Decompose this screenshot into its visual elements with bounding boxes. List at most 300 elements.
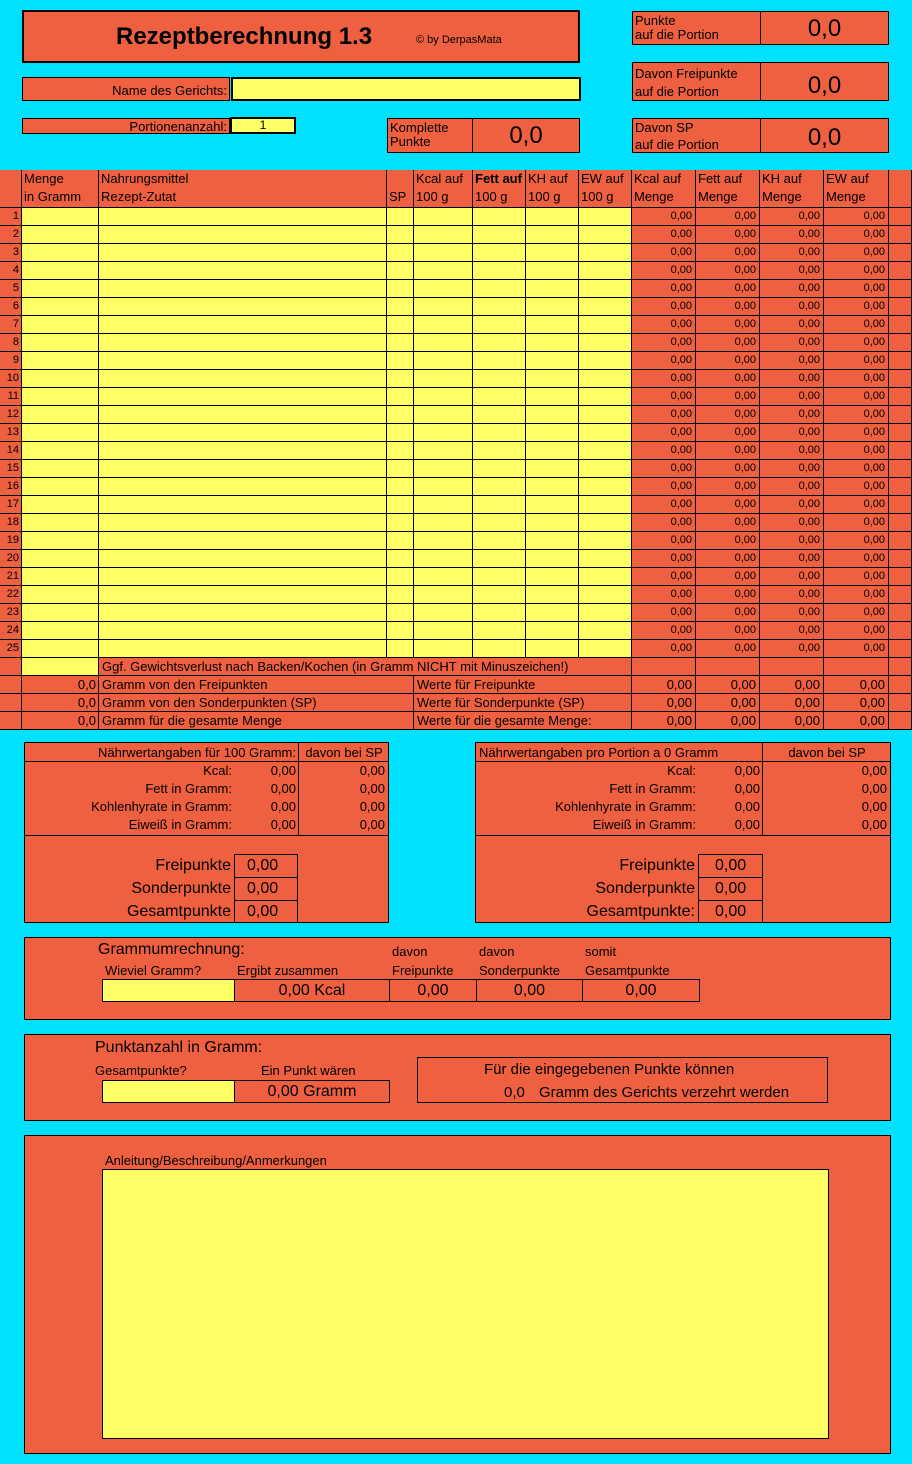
summary-kh: 0,00 [760, 694, 824, 712]
kcal100-input[interactable] [414, 442, 473, 460]
kh-menge-value: 0,00 [760, 550, 824, 568]
kcal100-input[interactable] [414, 352, 473, 370]
nutrient-label: Fett in Gramm: [609, 781, 696, 796]
header-line1: Kcal auf [416, 171, 463, 186]
row-blank [0, 658, 22, 676]
kcal-menge-value: 0,00 [632, 424, 696, 442]
portions-input[interactable]: 1 [230, 117, 296, 134]
header-line2: Menge [634, 189, 674, 204]
zutat-input[interactable] [99, 586, 387, 604]
kcal100-input[interactable] [414, 550, 473, 568]
menge-input[interactable] [22, 496, 99, 514]
gramm-davon-frei: davon [392, 944, 428, 959]
nutrient-label: Eiweiß in Gramm: [128, 817, 232, 832]
kcal100-input[interactable] [414, 388, 473, 406]
sp-input[interactable] [387, 226, 414, 244]
row-number: 18 [0, 514, 22, 532]
gramm-wieviel-label: Wieviel Gramm? [105, 963, 202, 978]
menge-input[interactable] [22, 478, 99, 496]
kcal-menge-value: 0,00 [632, 640, 696, 658]
row-blank [889, 388, 912, 406]
gramm-input[interactable] [102, 979, 235, 1002]
menge-input[interactable] [22, 370, 99, 388]
ew-menge-value: 0,00 [824, 586, 889, 604]
fett100-input[interactable] [473, 406, 526, 424]
sp-input[interactable] [387, 388, 414, 406]
zutat-input[interactable] [99, 262, 387, 280]
fett100-input[interactable] [473, 244, 526, 262]
zutat-input[interactable] [99, 568, 387, 586]
nutrient-value: 0,00 [734, 799, 760, 814]
notes-textarea[interactable] [102, 1169, 829, 1439]
menge-input[interactable] [22, 316, 99, 334]
kh-menge-value: 0,00 [760, 226, 824, 244]
kh100-input[interactable] [526, 514, 579, 532]
kcal100-input[interactable] [414, 406, 473, 424]
kh-menge-value: 0,00 [760, 478, 824, 496]
zutat-input[interactable] [99, 208, 387, 226]
menge-input[interactable] [22, 586, 99, 604]
sp-input[interactable] [387, 604, 414, 622]
kh-menge-value: 0,00 [760, 514, 824, 532]
fett100-input[interactable] [473, 568, 526, 586]
kcal100-input[interactable] [414, 298, 473, 316]
kh100-input[interactable] [526, 424, 579, 442]
fett100-input[interactable] [473, 316, 526, 334]
header-fett100 [473, 170, 526, 208]
ew100-input[interactable] [579, 388, 632, 406]
fett100-input[interactable] [473, 640, 526, 658]
ew-menge-value: 0,00 [824, 262, 889, 280]
ew-menge-value: 0,00 [824, 568, 889, 586]
zutat-input[interactable] [99, 442, 387, 460]
nutrient-value: 0,00 [270, 763, 296, 778]
menge-input[interactable] [22, 388, 99, 406]
zutat-input[interactable] [99, 550, 387, 568]
menge-input[interactable] [22, 208, 99, 226]
gramm-frei-label: Freipunkte [392, 963, 454, 978]
kh100-input[interactable] [526, 298, 579, 316]
ew100-input[interactable] [579, 478, 632, 496]
ew100-input[interactable] [579, 262, 632, 280]
menge-input[interactable] [22, 280, 99, 298]
kh-menge-value: 0,00 [760, 640, 824, 658]
ew-menge-value: 0,00 [824, 244, 889, 262]
header-line2: Menge [826, 189, 866, 204]
header-line1: KH auf [762, 171, 802, 186]
kcal100-input[interactable] [414, 514, 473, 532]
gramm-frei-value: 0,00 [389, 979, 477, 1002]
nport-rows [476, 762, 891, 836]
fett100-input[interactable] [473, 586, 526, 604]
kcal100-input[interactable] [414, 568, 473, 586]
row-number: 16 [0, 478, 22, 496]
fett-menge-value: 0,00 [696, 406, 760, 424]
row-blank [0, 694, 22, 712]
ew100-input[interactable] [579, 334, 632, 352]
ew-menge-value: 0,00 [824, 298, 889, 316]
kcal100-input[interactable] [414, 262, 473, 280]
menge-input[interactable] [22, 244, 99, 262]
kh100-input[interactable] [526, 442, 579, 460]
ew100-input[interactable] [579, 622, 632, 640]
n100-title: Nährwertangaben für 100 Gramm: [25, 743, 299, 762]
kh100-input[interactable] [526, 640, 579, 658]
sp-input[interactable] [387, 352, 414, 370]
fett-menge-value: 0,00 [696, 460, 760, 478]
gewicht-input[interactable] [22, 658, 99, 676]
zutat-input[interactable] [99, 622, 387, 640]
ew100-input[interactable] [579, 298, 632, 316]
ew100-input[interactable] [579, 514, 632, 532]
zutat-input[interactable] [99, 316, 387, 334]
sp-input[interactable] [387, 532, 414, 550]
kh100-input[interactable] [526, 460, 579, 478]
kcal100-input[interactable] [414, 244, 473, 262]
summary-fett: 0,00 [696, 712, 760, 730]
fett-menge-value: 0,00 [696, 280, 760, 298]
kh100-input[interactable] [526, 568, 579, 586]
kh100-input[interactable] [526, 262, 579, 280]
ew100-input[interactable] [579, 208, 632, 226]
gramm-ergibt-label: Ergibt zusammen [237, 963, 339, 978]
kh100-input[interactable] [526, 208, 579, 226]
ew100-input[interactable] [579, 406, 632, 424]
row-blank [889, 514, 912, 532]
zutat-input[interactable] [99, 280, 387, 298]
row-blank [696, 658, 760, 676]
divider [762, 762, 763, 836]
sp-input[interactable] [387, 586, 414, 604]
menge-input[interactable] [22, 604, 99, 622]
kcal-menge-value: 0,00 [632, 442, 696, 460]
kh100-input[interactable] [526, 478, 579, 496]
ew-menge-value: 0,00 [824, 514, 889, 532]
fett100-input[interactable] [473, 262, 526, 280]
menge-input[interactable] [22, 406, 99, 424]
row-number: 3 [0, 244, 22, 262]
fett100-input[interactable] [473, 622, 526, 640]
byline: © by DerpasMata [416, 34, 502, 46]
ew100-input[interactable] [579, 568, 632, 586]
row-blank [889, 586, 912, 604]
nport-frei-label: Freipunkte [619, 857, 695, 874]
kh100-input[interactable] [526, 406, 579, 424]
kh100-input[interactable] [526, 604, 579, 622]
name-label: Name des Gerichts: [112, 83, 227, 98]
punkte-portion-label [632, 11, 761, 45]
kh100-input[interactable] [526, 622, 579, 640]
fett100-input[interactable] [473, 388, 526, 406]
sp-input[interactable] [387, 370, 414, 388]
kcal-menge-value: 0,00 [632, 496, 696, 514]
zutat-input[interactable] [99, 478, 387, 496]
kcal-menge-value: 0,00 [632, 208, 696, 226]
kh100-input[interactable] [526, 352, 579, 370]
menge-input[interactable] [22, 442, 99, 460]
ew100-input[interactable] [579, 442, 632, 460]
row-blank [760, 658, 824, 676]
menge-input[interactable] [22, 424, 99, 442]
nutrient-value: 0,00 [270, 781, 296, 796]
fett100-input[interactable] [473, 550, 526, 568]
kh100-input[interactable] [526, 334, 579, 352]
kcal100-input[interactable] [414, 496, 473, 514]
nport-gesamt-label: Gesamtpunkte: [586, 903, 695, 920]
header-sp [387, 170, 414, 208]
kcal100-input[interactable] [414, 478, 473, 496]
ew100-input[interactable] [579, 460, 632, 478]
ew100-input[interactable] [579, 604, 632, 622]
menge-input[interactable] [22, 622, 99, 640]
sp-input[interactable] [387, 550, 414, 568]
row-number: 22 [0, 586, 22, 604]
menge-input[interactable] [22, 298, 99, 316]
kcal100-input[interactable] [414, 316, 473, 334]
nutrient-value: 0,00 [734, 763, 760, 778]
n100-gesamt-value: 0,00 [234, 900, 298, 923]
zutat-input[interactable] [99, 496, 387, 514]
dish-name-input[interactable] [231, 77, 581, 101]
zutat-input[interactable] [99, 388, 387, 406]
sp-input[interactable] [387, 496, 414, 514]
ew100-input[interactable] [579, 496, 632, 514]
header-line2: 100 g [475, 189, 508, 204]
fett-menge-value: 0,00 [696, 352, 760, 370]
menge-input[interactable] [22, 262, 99, 280]
header-nahrungsmittel [99, 170, 387, 208]
kh100-input[interactable] [526, 532, 579, 550]
kcal100-input[interactable] [414, 280, 473, 298]
zutat-input[interactable] [99, 514, 387, 532]
sp-input[interactable] [387, 514, 414, 532]
ew-menge-value: 0,00 [824, 442, 889, 460]
nutrient-sp-value: 0,00 [359, 799, 385, 814]
ew100-input[interactable] [579, 640, 632, 658]
kcal-menge-value: 0,00 [632, 622, 696, 640]
kh100-input[interactable] [526, 280, 579, 298]
fett100-input[interactable] [473, 352, 526, 370]
zutat-input[interactable] [99, 244, 387, 262]
kcal100-input[interactable] [414, 370, 473, 388]
row-number: 10 [0, 370, 22, 388]
kcal100-input[interactable] [414, 586, 473, 604]
row-number: 12 [0, 406, 22, 424]
sp-input[interactable] [387, 622, 414, 640]
ew-menge-value: 0,00 [824, 370, 889, 388]
ew100-input[interactable] [579, 550, 632, 568]
kh100-input[interactable] [526, 550, 579, 568]
header-line2: 100 g [528, 189, 561, 204]
kcal100-input[interactable] [414, 226, 473, 244]
row-number: 1 [0, 208, 22, 226]
kcal100-input[interactable] [414, 640, 473, 658]
ew100-input[interactable] [579, 244, 632, 262]
kh100-input[interactable] [526, 226, 579, 244]
kh100-input[interactable] [526, 316, 579, 334]
kh100-input[interactable] [526, 586, 579, 604]
frei-label-line1: Davon Freipunkte [635, 66, 738, 81]
summary-ew: 0,00 [824, 712, 889, 730]
zutat-input[interactable] [99, 424, 387, 442]
kcal-menge-value: 0,00 [632, 370, 696, 388]
kcal100-input[interactable] [414, 532, 473, 550]
kh100-input[interactable] [526, 370, 579, 388]
sp-input[interactable] [387, 208, 414, 226]
fett100-input[interactable] [473, 298, 526, 316]
kcal100-input[interactable] [414, 460, 473, 478]
punkt-einpunkt-label: Ein Punkt wären [261, 1063, 356, 1078]
header-line1: EW auf [826, 171, 869, 186]
menge-input[interactable] [22, 640, 99, 658]
kh-menge-value: 0,00 [760, 424, 824, 442]
fett100-input[interactable] [473, 496, 526, 514]
row-number: 15 [0, 460, 22, 478]
kh100-input[interactable] [526, 388, 579, 406]
kh-menge-value: 0,00 [760, 442, 824, 460]
header-line1: Fett auf [475, 171, 522, 186]
fett-menge-value: 0,00 [696, 334, 760, 352]
menge-input[interactable] [22, 460, 99, 478]
kcal-menge-value: 0,00 [632, 604, 696, 622]
fett-menge-value: 0,00 [696, 226, 760, 244]
ew100-input[interactable] [579, 424, 632, 442]
header-ew100 [579, 170, 632, 208]
menge-input[interactable] [22, 226, 99, 244]
nutrient-sp-value: 0,00 [861, 799, 887, 814]
gramm-gesamt-label: Gesamtpunkte [585, 963, 670, 978]
ew100-input[interactable] [579, 586, 632, 604]
zutat-input[interactable] [99, 460, 387, 478]
header-line1: Fett auf [698, 171, 743, 186]
menge-input[interactable] [22, 334, 99, 352]
summary-ew: 0,00 [824, 676, 889, 694]
ingredients-grid [0, 170, 912, 730]
zutat-input[interactable] [99, 352, 387, 370]
kh-menge-value: 0,00 [760, 298, 824, 316]
fett100-input[interactable] [473, 532, 526, 550]
summary-fett: 0,00 [696, 676, 760, 694]
fett100-input[interactable] [473, 442, 526, 460]
fett100-input[interactable] [473, 334, 526, 352]
summary-kcal: 0,00 [632, 694, 696, 712]
fett100-input[interactable] [473, 478, 526, 496]
sp-input[interactable] [387, 568, 414, 586]
header-line2: 100 g [581, 189, 614, 204]
summary-gram-value: 0,0 [22, 712, 99, 730]
ew100-input[interactable] [579, 352, 632, 370]
menge-input[interactable] [22, 514, 99, 532]
summary-gram-value: 0,0 [22, 676, 99, 694]
sp-input[interactable] [387, 460, 414, 478]
nutrient-sp-value: 0,00 [359, 817, 385, 832]
zutat-input[interactable] [99, 604, 387, 622]
ew100-input[interactable] [579, 532, 632, 550]
sp-input[interactable] [387, 442, 414, 460]
sp-input[interactable] [387, 334, 414, 352]
sp-input[interactable] [387, 478, 414, 496]
kcal100-input[interactable] [414, 604, 473, 622]
n100-frei-label: Freipunkte [155, 857, 231, 874]
header-line2: in Gramm [24, 189, 82, 204]
sp-input[interactable] [387, 280, 414, 298]
n100-sonder-label: Sonderpunkte [131, 880, 231, 897]
zutat-input[interactable] [99, 640, 387, 658]
header-fett-menge [696, 170, 760, 208]
menge-input[interactable] [22, 532, 99, 550]
ew100-input[interactable] [579, 316, 632, 334]
fett100-input[interactable] [473, 280, 526, 298]
summary-kcal: 0,00 [632, 712, 696, 730]
sp-input[interactable] [387, 406, 414, 424]
menge-input[interactable] [22, 550, 99, 568]
menge-input[interactable] [22, 352, 99, 370]
ew100-input[interactable] [579, 280, 632, 298]
fett100-input[interactable] [473, 370, 526, 388]
fett100-input[interactable] [473, 514, 526, 532]
sp-input[interactable] [387, 244, 414, 262]
fett100-input[interactable] [473, 208, 526, 226]
sp-portion-label [632, 118, 761, 153]
kcal-menge-value: 0,00 [632, 532, 696, 550]
sp-input[interactable] [387, 316, 414, 334]
frei-portion-label [632, 62, 761, 101]
kcal100-input[interactable] [414, 208, 473, 226]
zutat-input[interactable] [99, 406, 387, 424]
sp-input[interactable] [387, 640, 414, 658]
fett-menge-value: 0,00 [696, 208, 760, 226]
zutat-input[interactable] [99, 298, 387, 316]
sp-input[interactable] [387, 262, 414, 280]
fett100-input[interactable] [473, 424, 526, 442]
sp-input[interactable] [387, 298, 414, 316]
punkt-input[interactable] [102, 1080, 235, 1103]
punkte-label-line1: Punkte [635, 13, 676, 28]
portions-label: Portionenanzahl: [129, 119, 227, 134]
gramm-sonder-label: Sonderpunkte [479, 963, 560, 978]
menge-input[interactable] [22, 568, 99, 586]
kcal-menge-value: 0,00 [632, 550, 696, 568]
kcal100-input[interactable] [414, 334, 473, 352]
kcal-menge-value: 0,00 [632, 352, 696, 370]
sp-input[interactable] [387, 424, 414, 442]
kcal100-input[interactable] [414, 622, 473, 640]
header-kcal-menge [632, 170, 696, 208]
fett100-input[interactable] [473, 226, 526, 244]
fett-menge-value: 0,00 [696, 298, 760, 316]
summary-label: Gramm für die gesamte Menge [99, 712, 414, 730]
zutat-input[interactable] [99, 532, 387, 550]
ew100-input[interactable] [579, 370, 632, 388]
punkt-title: Punktanzahl in Gramm: [95, 1039, 263, 1056]
ew100-input[interactable] [579, 226, 632, 244]
kcal100-input[interactable] [414, 424, 473, 442]
kh-menge-value: 0,00 [760, 352, 824, 370]
nutrition-100g-panel [24, 742, 389, 923]
row-number: 11 [0, 388, 22, 406]
kh100-input[interactable] [526, 496, 579, 514]
header-line1: EW auf [581, 171, 624, 186]
fett100-input[interactable] [473, 460, 526, 478]
fett100-input[interactable] [473, 604, 526, 622]
zutat-input[interactable] [99, 226, 387, 244]
kh-menge-value: 0,00 [760, 262, 824, 280]
zutat-input[interactable] [99, 334, 387, 352]
row-blank [889, 262, 912, 280]
row-blank [0, 712, 22, 730]
zutat-input[interactable] [99, 370, 387, 388]
kh100-input[interactable] [526, 244, 579, 262]
